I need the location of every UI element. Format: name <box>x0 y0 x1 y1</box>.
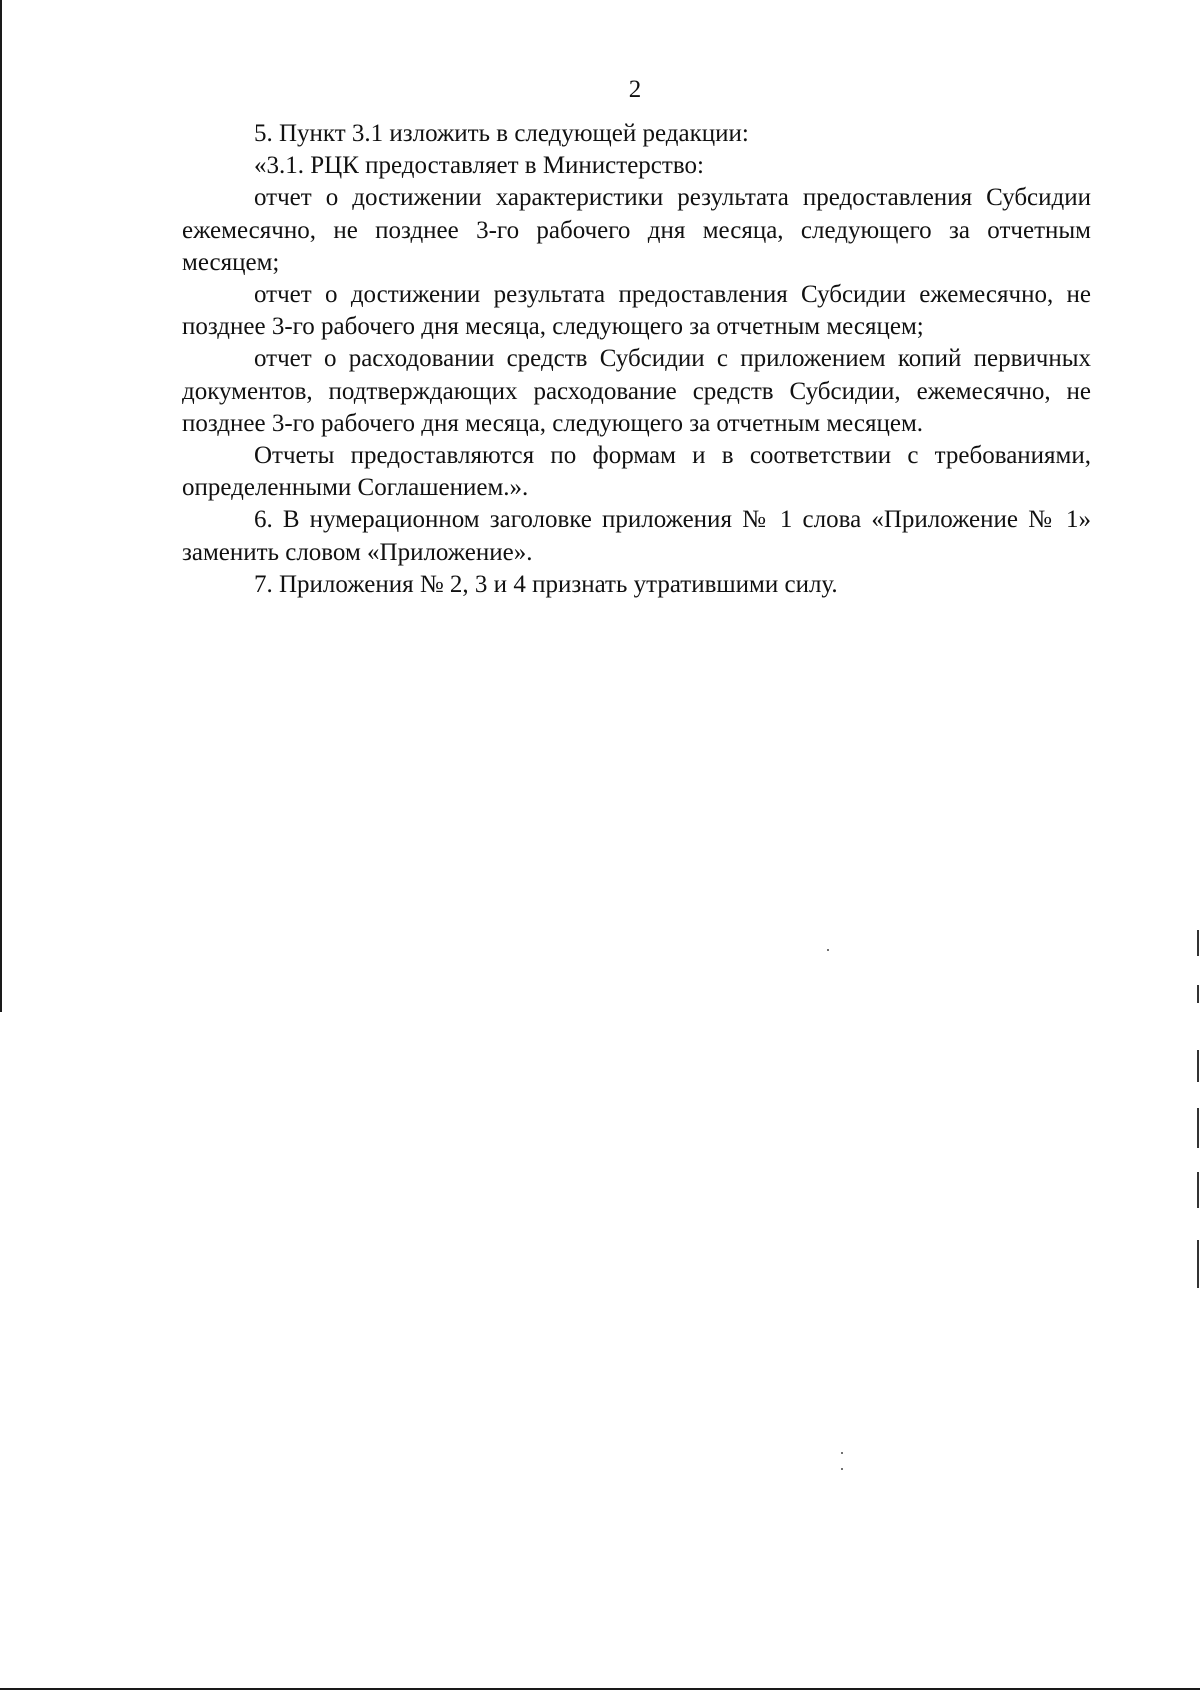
scan-edge-left <box>0 0 2 1012</box>
page-number: 2 <box>628 76 642 103</box>
scan-speck <box>841 1468 843 1470</box>
scan-edge-right <box>1197 1108 1199 1148</box>
scan-edge-right <box>1197 930 1199 956</box>
scan-edge-right <box>1197 1172 1199 1208</box>
paragraph: отчет о достижении результата предоставления Субсидии ежемесячно, не позднее 3-го рабочего дня месяца, следующего за отчетным месяцем; <box>182 281 1091 341</box>
scan-speck <box>841 1452 843 1454</box>
scan-edge-bottom <box>0 1688 1200 1690</box>
scan-edge-right <box>1197 1050 1199 1082</box>
document-body <box>182 118 1091 601</box>
paragraph: отчет о расходовании средств Субсидии с приложением копий первичных документов, подтверждающих расходование средств Субсидии, ежемесячно, не позднее 3-го рабочего дня месяца, следующего за отчетным месяцем. <box>182 345 1091 437</box>
paragraph: Отчеты предоставляются по формам и в соответствии с требованиями, определенными Соглашением.». <box>182 442 1091 502</box>
paragraph: отчет о достижении характеристики результата предоставления Субсидии ежемесячно, не позднее 3-го рабочего дня месяца, следующего за отчетным месяцем; <box>182 184 1091 276</box>
scan-edge-right <box>1197 985 1199 1003</box>
paragraph: 6. В нумерационном заголовке приложения № 1 слова «Приложение № 1» заменить словом «Приложение». <box>182 506 1091 566</box>
paragraph: «3.1. РЦК предоставляет в Министерство: <box>254 152 704 180</box>
scan-speck <box>827 949 829 951</box>
scan-edge-right <box>1197 1240 1199 1288</box>
paragraph: 5. Пункт 3.1 изложить в следующей редакции: <box>254 120 749 147</box>
paragraph: 7. Приложения № 2, 3 и 4 признать утратившими силу. <box>254 570 838 598</box>
